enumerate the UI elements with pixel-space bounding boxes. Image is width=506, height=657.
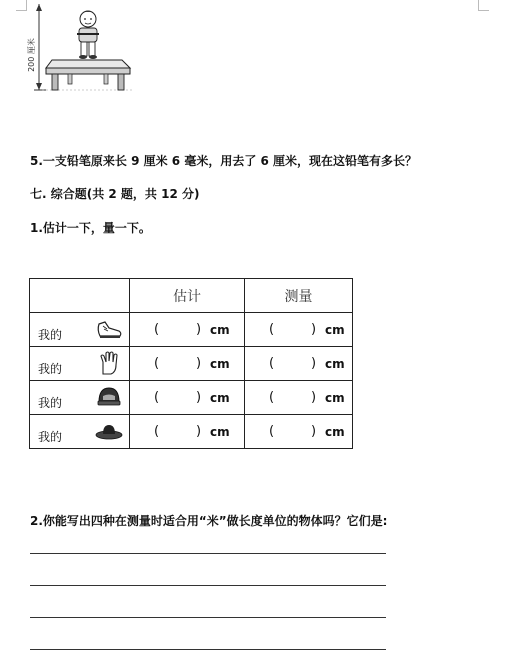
answer-line[interactable] [30, 649, 386, 650]
page-corner-mark [478, 0, 489, 11]
unit-label: cm [210, 322, 230, 337]
unit-label: cm [325, 322, 345, 337]
unit-label: cm [325, 390, 345, 405]
item-label: 我的 [38, 328, 63, 342]
answer-line[interactable] [30, 617, 386, 618]
hat-icon [95, 418, 123, 444]
answer-line[interactable] [30, 553, 386, 554]
question-2: 2.你能写出四种在测量时适合用“米”做长度单位的物体吗？它们是: [30, 514, 388, 528]
item-label: 我的 [38, 396, 63, 410]
unit-label: cm [210, 390, 230, 405]
question-5: 5.一支铅笔原来长 9 厘米 6 毫米，用去了 6 厘米，现在这铅笔有多长？ [30, 154, 418, 168]
item-cell [30, 381, 130, 415]
table-header-row [30, 279, 353, 313]
item-label: 我的 [38, 430, 63, 444]
table-row [30, 415, 353, 449]
question-1: 1.估计一下，量一下。 [30, 221, 151, 235]
table-row [30, 381, 353, 415]
unit-label: cm [325, 424, 345, 439]
estimate-measure-table [29, 278, 353, 449]
boy-on-table-illustration [22, 0, 142, 96]
unit-label: cm [210, 424, 230, 439]
estimate-cell[interactable]: ( ) cm [130, 313, 245, 347]
measure-cell[interactable]: ( ) cm [245, 381, 353, 415]
measure-cell[interactable]: ( ) cm [245, 347, 353, 381]
estimate-cell[interactable]: ( ) cm [130, 347, 245, 381]
unit-label: cm [210, 356, 230, 371]
item-cell [30, 347, 130, 381]
measure-cell[interactable]: ( ) cm [245, 415, 353, 449]
measure-cell[interactable]: ( ) cm [245, 313, 353, 347]
estimate-cell[interactable]: ( ) cm [130, 415, 245, 449]
item-cell [30, 313, 130, 347]
item-cell [30, 415, 130, 449]
item-label: 我的 [38, 362, 63, 376]
answer-line[interactable] [30, 585, 386, 586]
unit-label: cm [325, 356, 345, 371]
table-row [30, 313, 353, 347]
helmet-icon [95, 384, 123, 410]
shoe-icon [95, 316, 123, 342]
height-label: 200 厘米 [27, 38, 36, 72]
header-measure: 测量 [245, 279, 353, 313]
section-7-title: 七. 综合题(共 2 题，共 12 分) [30, 187, 200, 201]
header-empty-cell [30, 279, 130, 313]
table-row [30, 347, 353, 381]
estimate-cell[interactable]: ( ) cm [130, 381, 245, 415]
hand-icon [95, 350, 123, 376]
header-estimate: 估计 [130, 279, 245, 313]
